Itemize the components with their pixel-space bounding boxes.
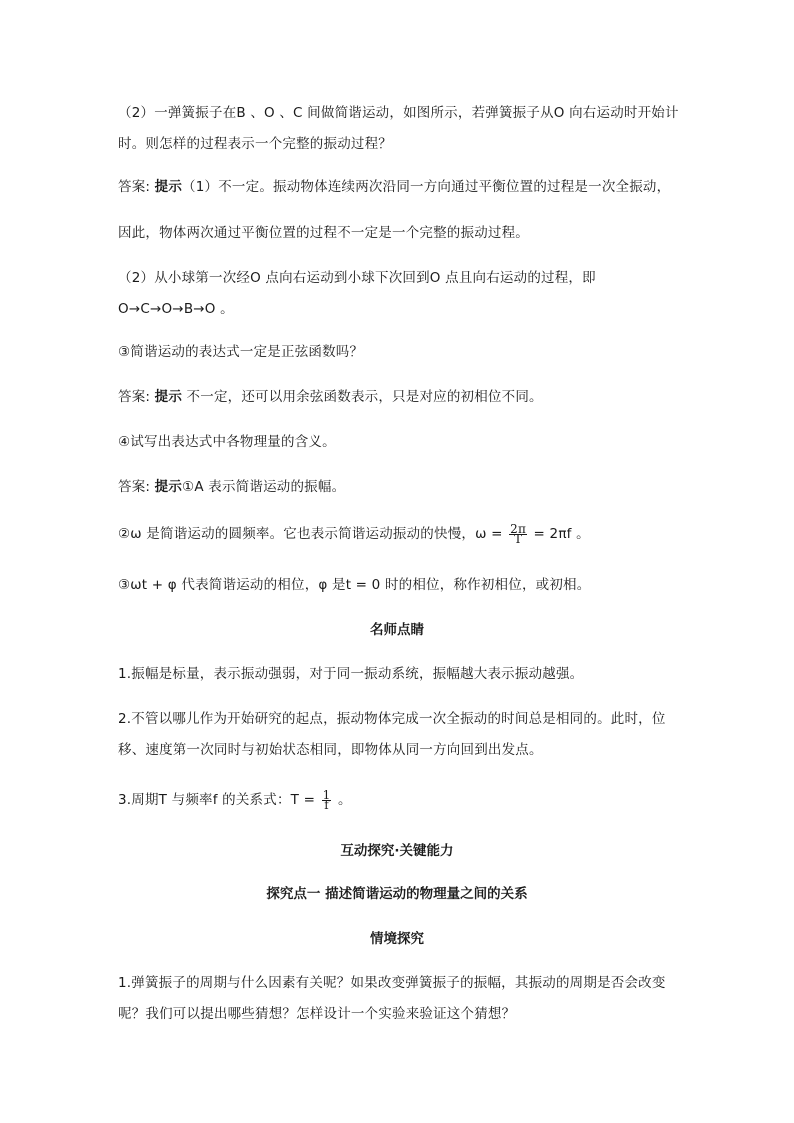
question-4: ④试写出表达式中各物理量的含义。 [118,434,336,450]
answer-1-line-2: 因此，物体两次通过平衡位置的过程不一定是一个完整的振动过程。 [118,225,529,241]
answer-4-line-3: ③ωt + φ 代表简谐运动的相位，φ 是t = 0 时的相位，称作初相位，或初相。 [118,577,591,593]
fraction-numerator: 2π [510,521,527,536]
scenario-question-line-2: 呢？我们可以提出哪些猜想？怎样设计一个实验来验证这个猜想？ [118,1006,516,1022]
answer-prefix: 答案: [118,179,155,195]
answer-text: ①A 表示简谐运动的振幅。 [182,479,346,495]
point-1: 1.振幅是标量，表示振动强弱，对于同一振动系统，振幅越大表示振动越强。 [118,666,584,682]
tip-label: 提示 [154,479,183,495]
answer-4-line-1 [118,477,688,497]
question-2-line-2: 时。则怎样的过程表示一个完整的振动过程？ [118,136,392,152]
point-2-line-1: 2.不管以哪儿作为开始研究的起点，振动物体完成一次全振动的时间总是相同的。此时，位 [118,711,666,727]
fraction-denominator: T [513,531,523,546]
question-2-line-1: （2）一弹簧振子在B 、O 、C 间做简谐运动，如图所示，若弹簧振子从O 向右运动时开始计 [118,105,679,121]
point-2-line-2: 移、速度第一次同时与初始状态相同，即物体从同一方向回到出发点。 [118,742,543,758]
period-frequency-text: 3.周期T 与频率f 的关系式：T = [118,792,320,808]
omega-definition: ②ω 是简谐运动的圆频率。它也表示简谐运动振动的快慢，ω = [118,526,508,542]
answer-prefix: 答案: [118,479,155,495]
section-title-interactive: 互动探究·关键能力 [340,843,454,859]
tip-label: 提示 [154,179,183,195]
tip-label: 提示 [154,389,183,405]
answer-2-line-1: （2）从小球第一次经O 点向右运动到小球下次回到O 点且向右运动的过程，即 [118,270,596,286]
section-title-scenario: 情境探究 [370,931,424,947]
answer-text: 不一定，还可以用余弦函数表示，只是对应的初相位不同。 [182,389,543,405]
question-3: ③简谐运动的表达式一定是正弦函数吗？ [118,344,364,360]
point-3 [118,787,688,812]
answer-text: （1）不一定。振动物体连续两次沿同一方向通过平衡位置的过程是一次全振动， [182,179,671,195]
answer-2-line-2: O→C→O→B→O 。 [118,301,234,317]
section-title-teacher-tips: 名师点睛 [370,622,424,638]
answer-prefix: 答案: [118,389,155,405]
fraction-denominator: f [324,797,329,812]
answer-1-line-1 [118,177,688,197]
fraction-numerator: 1 [322,787,331,802]
omega-equals-2pif: = 2πf 。 [529,526,590,542]
section-subtitle-inquiry-point-1: 探究点一 描述简谐运动的物理量之间的关系 [266,886,528,902]
scenario-question-line-1: 1.弹簧振子的周期与什么因素有关呢？如果改变弹簧振子的振幅，其振动的周期是否会改变 [118,975,666,991]
answer-3 [118,387,688,407]
period-frequency-end: 。 [333,792,352,808]
fraction-2pi-over-t [509,521,527,546]
fraction-1-over-f [322,787,332,812]
answer-4-line-2 [118,521,688,546]
